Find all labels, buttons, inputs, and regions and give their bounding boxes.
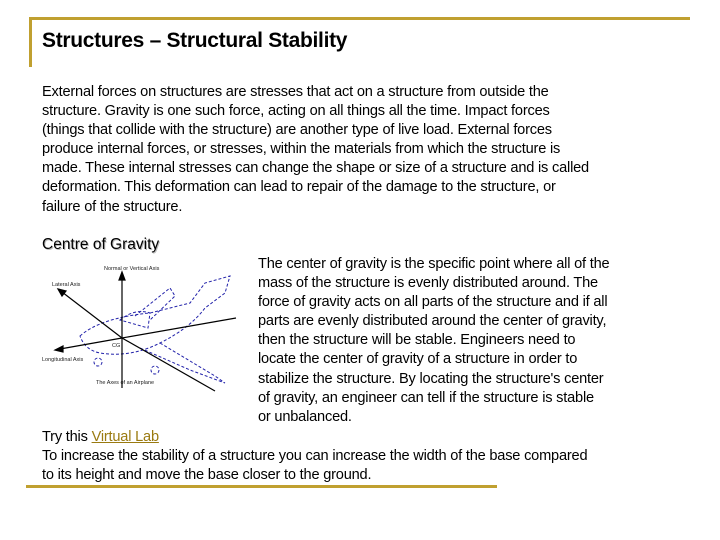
bottom-rule bbox=[26, 485, 497, 488]
text-line: produce internal forces, or stresses, within the materials from which the structure is bbox=[42, 141, 561, 158]
left-rule bbox=[29, 17, 32, 67]
axes bbox=[55, 272, 236, 391]
closing-paragraph bbox=[42, 428, 587, 485]
virtual-lab-link[interactable]: Virtual Lab bbox=[91, 429, 159, 445]
text-line: stabilize the structure. By locating the structure's center bbox=[258, 370, 604, 387]
text-line: to its height and move the base closer to the ground. bbox=[42, 467, 372, 484]
top-rule bbox=[30, 17, 690, 20]
text-line: parts are evenly distributed around the center of gravity, bbox=[258, 313, 607, 330]
text-line: deformation. This deformation can lead to repair of the damage to the structure, or bbox=[42, 179, 556, 196]
text-line: then the structure will be stable. Engineers need to bbox=[258, 332, 576, 349]
cog-paragraph bbox=[258, 255, 609, 427]
text-line: locate the center of gravity of a structure in order to bbox=[258, 351, 578, 368]
text-line: or unbalanced. bbox=[258, 408, 352, 425]
text-line: External forces on structures are stresses that act on a structure from outside the bbox=[42, 84, 549, 100]
figure-caption: The Axes of an Airplane bbox=[96, 380, 155, 386]
vertical-axis-label: Normal or Vertical Axis bbox=[104, 266, 160, 272]
text-line: force of gravity acts on all parts of the structure and if all bbox=[258, 294, 608, 311]
lateral-axis-label: Lateral Axis bbox=[52, 282, 81, 288]
text-line: The center of gravity is the specific point where all of the bbox=[258, 256, 610, 272]
airplane-axes-figure bbox=[40, 258, 240, 393]
section-heading: Centre of Gravity bbox=[42, 236, 160, 253]
text-line: (things that collide with the structure) are another type of live load. External forces bbox=[42, 122, 552, 139]
text-line: made. These internal stresses can change the shape or size of a structure and is called bbox=[42, 160, 589, 177]
intro-paragraph bbox=[42, 83, 589, 217]
longitudinal-axis-label: Longitudinal Axis bbox=[42, 357, 84, 363]
text-line: To increase the stability of a structure you can increase the width of the base compared bbox=[42, 448, 588, 465]
text-line: of gravity, an engineer can tell if the structure is stable bbox=[258, 389, 594, 406]
try-prefix: Try this bbox=[42, 429, 92, 445]
slide-title: Structures – Structural Stability bbox=[42, 29, 348, 52]
cg-label: CG bbox=[112, 343, 121, 349]
try-line bbox=[42, 428, 587, 447]
airplane-outline bbox=[80, 276, 230, 383]
text-line: mass of the structure is evenly distributed around. The bbox=[258, 275, 598, 292]
text-line: structure. Gravity is one such force, acting on all things all the time. Impact forces bbox=[42, 103, 550, 120]
text-line: failure of the structure. bbox=[42, 198, 183, 215]
